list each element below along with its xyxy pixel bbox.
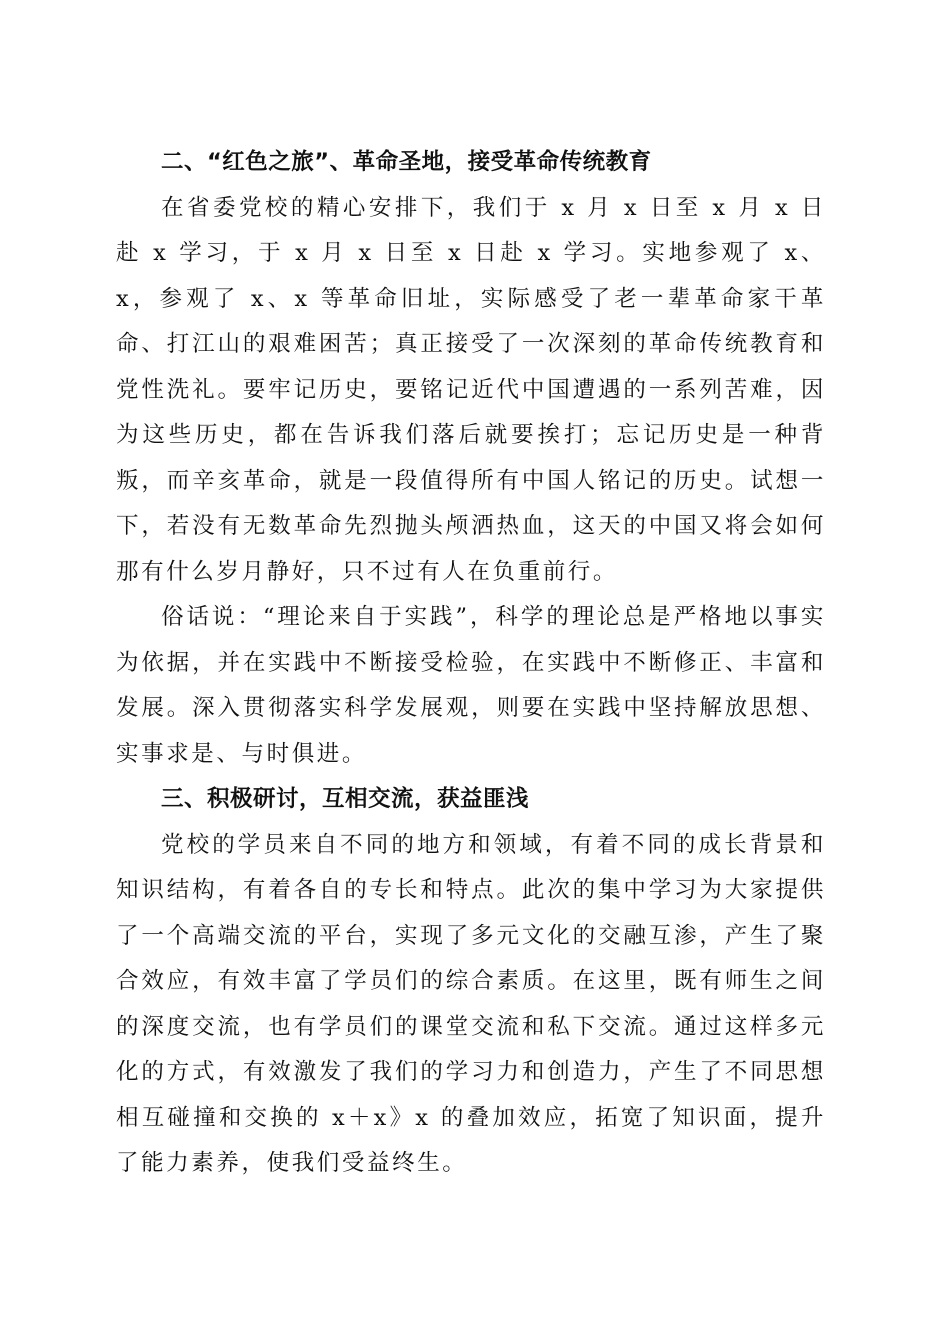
- section-heading-red-tour: 二、“红色之旅”、革命圣地，接受革命传统教育: [161, 149, 652, 175]
- section-heading-exchange: 三、积极研讨，互相交流，获益匪浅: [161, 786, 530, 812]
- document-page: [116, 140, 826, 1187]
- paragraph-theory-practice: 俗话说：“理论来自于实践”，科学的理论总是严格地以事实为依据，并在实践中不断接受检验，在实践中不断修正、丰富和发展。深入贯彻落实科学发展观，则要在实践中坚持解放思想、实事求是、与时俱进。: [116, 604, 826, 767]
- paragraph-revolutionary-visit: 在省委党校的精心安排下，我们于 x 月 x 日至 x 月 x 日赴 x 学习，于 x 月 x 日至 x 日赴 x 学习。实地参观了 x、x，参观了 x、x 等革命旧址，实际感受了老一辈革命家干革命、打江山的艰难困苦；真正接受了一次深刻的革命传统教育和党性洗礼。要牢记历史，要铭记近代中国遭遇的一系列苦难，因为这些历史，都在告诉我们落后就要挨打；忘记历史是一种背叛，而辛亥革命，就是一段值得所有中国人铭记的历史。试想一下，若没有无数革命先烈抛头颅洒热血，这天的中国又将会如何那有什么岁月静好，只不过有人在负重前行。: [116, 194, 826, 585]
- paragraph-student-exchange: 党校的学员来自不同的地方和领域，有着不同的成长背景和知识结构，有着各自的专长和特点。此次的集中学习为大家提供了一个高端交流的平台，实现了多元文化的交融互渗，产生了聚合效应，有效丰富了学员们的综合素质。在这里，既有师生之间的深度交流，也有学员们的课堂交流和私下交流。通过这样多元化的方式，有效激发了我们的学习力和创造力，产生了不同思想相互碰撞和交换的 x＋x》x 的叠加效应，拓宽了知识面，提升了能力素养，使我们受益终生。: [116, 831, 826, 1176]
